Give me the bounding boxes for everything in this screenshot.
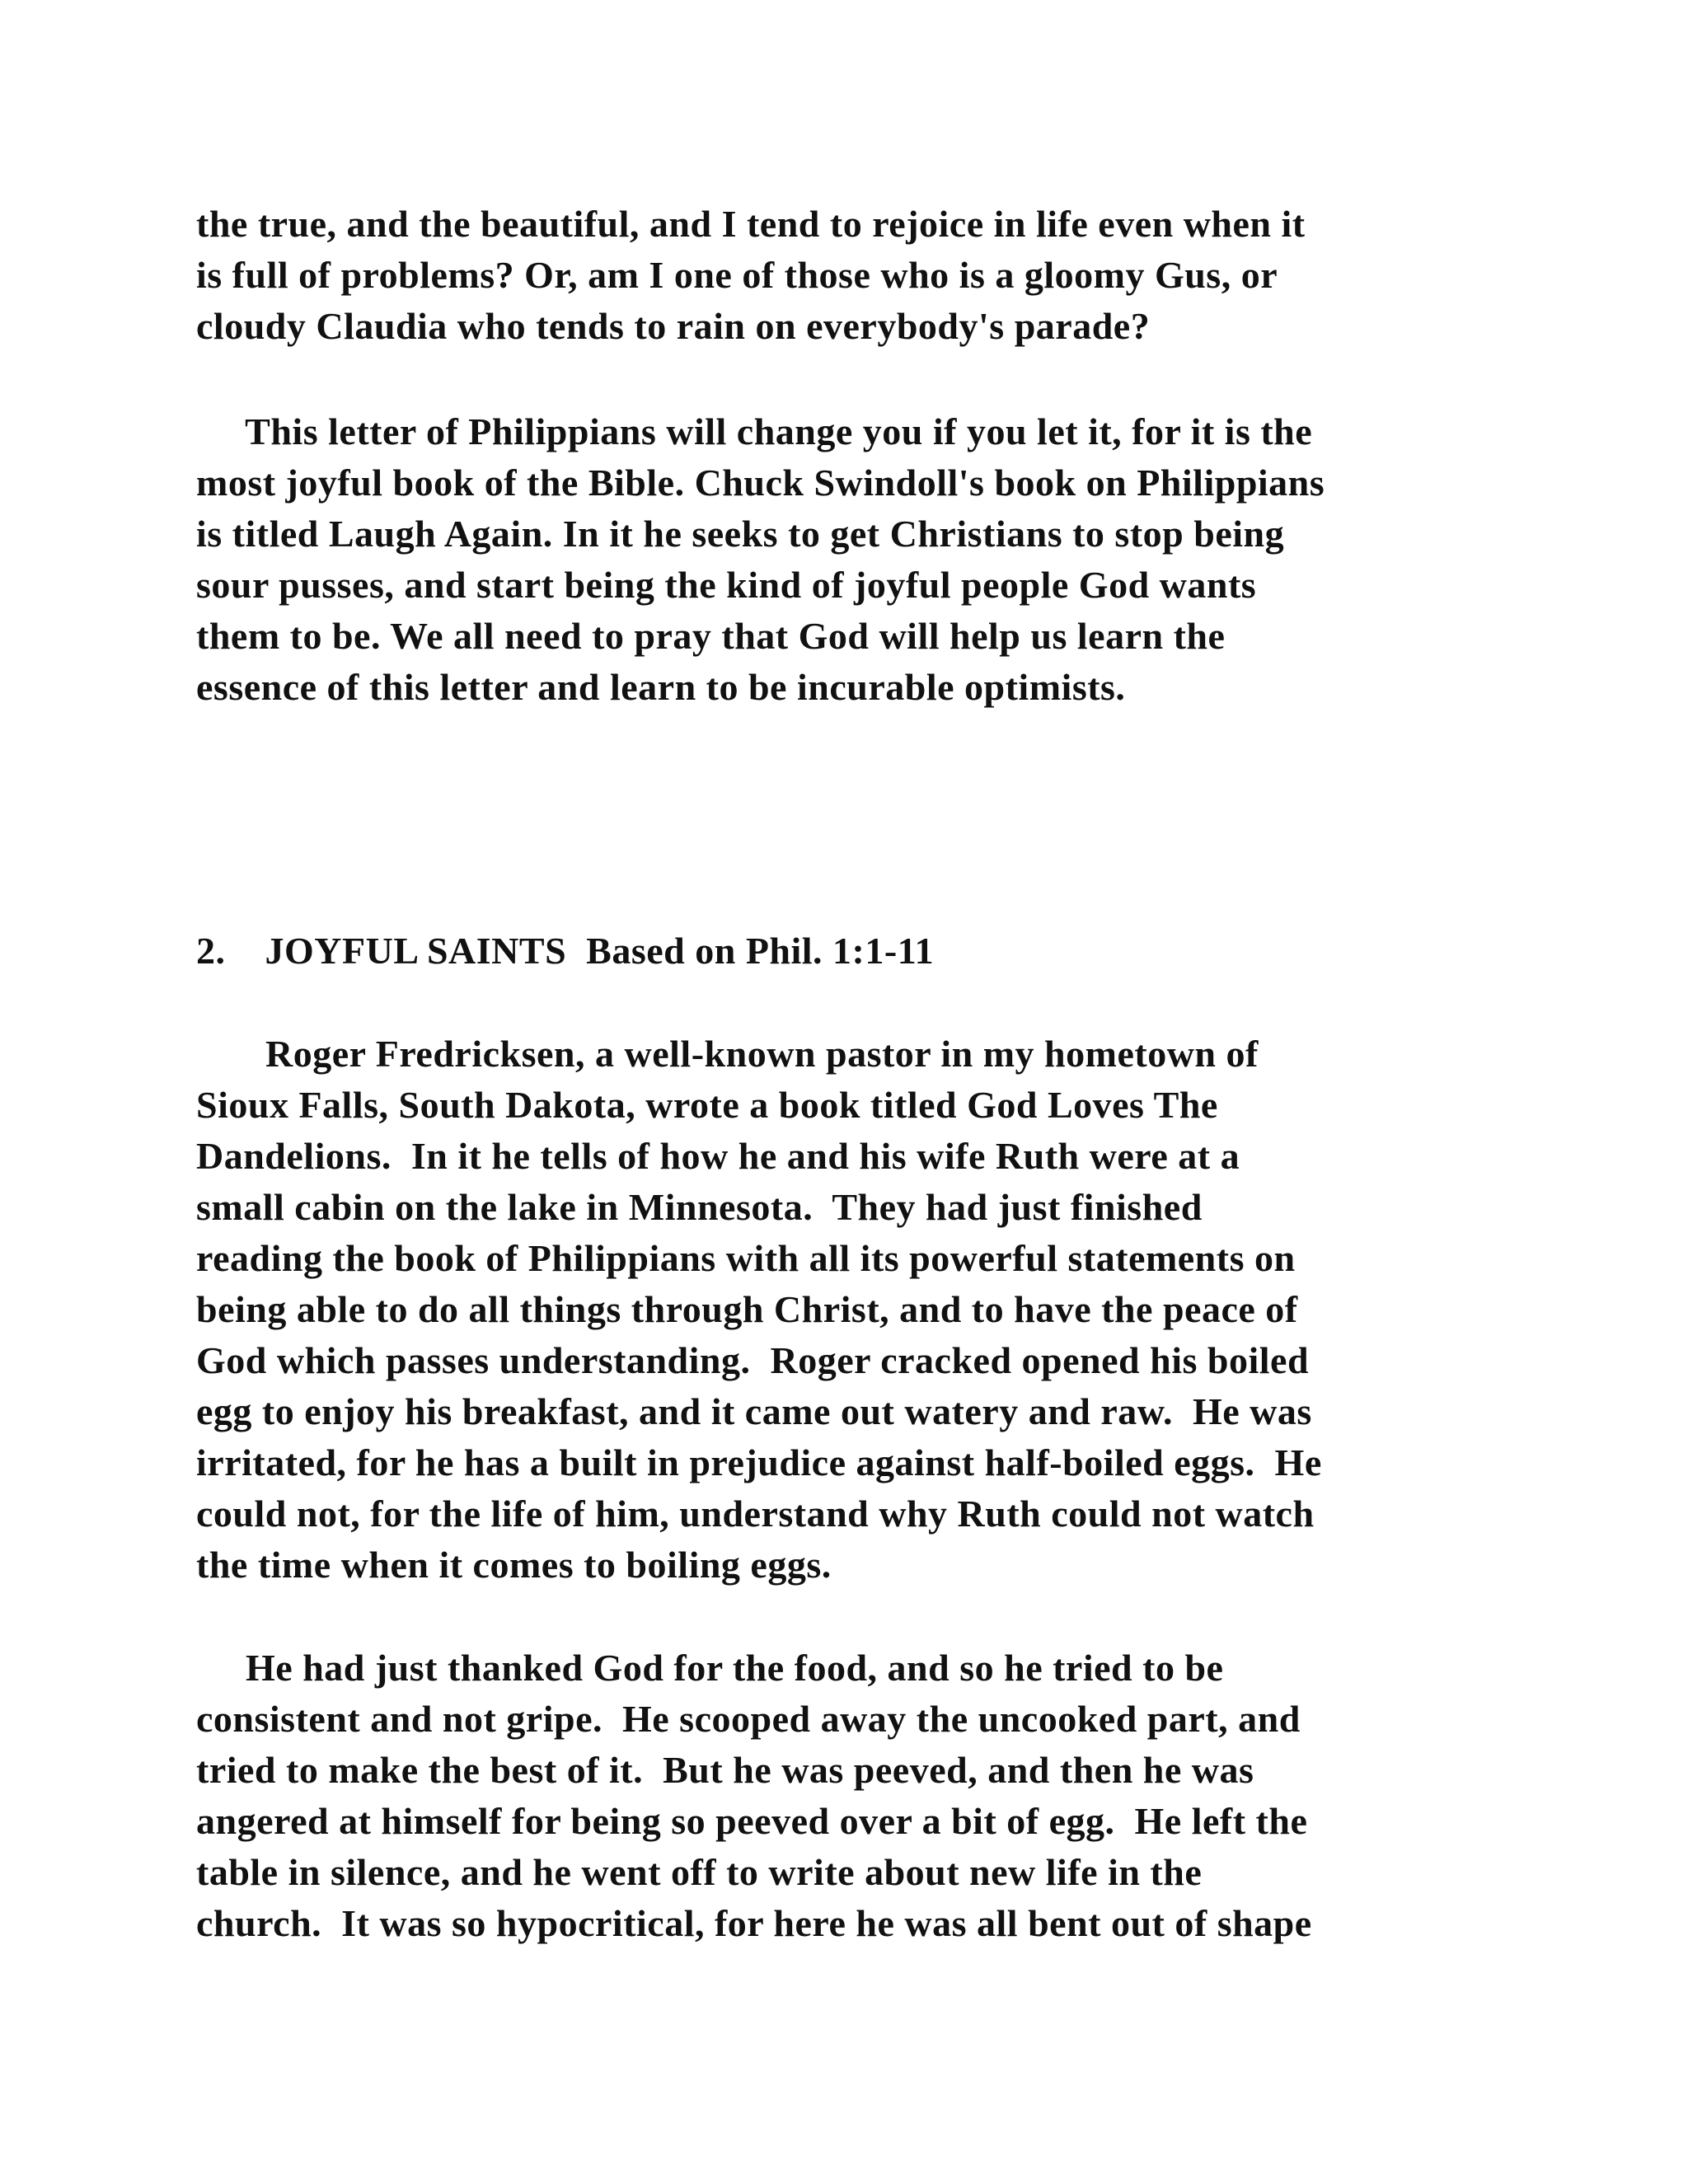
- text-line: This letter of Philippians will change you if you let it, for it is the: [196, 410, 1313, 452]
- text-line: being able to do all things through Christ, and to have the peace of: [196, 1288, 1298, 1330]
- text-line: cloudy Claudia who tends to rain on everybody's parade?: [196, 305, 1151, 347]
- text-line: consistent and not gripe. He scooped away the uncooked part, and: [196, 1698, 1301, 1740]
- text-line: small cabin on the lake in Minnesota. They had just finished: [196, 1186, 1203, 1228]
- paragraph: [196, 199, 1498, 352]
- text-line: the true, and the beautiful, and I tend to rejoice in life even when it: [196, 203, 1306, 245]
- section-heading-text: 2. JOYFUL SAINTS Based on Phil. 1:1-11: [196, 930, 935, 972]
- paragraph: [196, 1029, 1498, 1591]
- paragraph: [196, 1643, 1498, 1949]
- section-heading: [196, 926, 1498, 977]
- text-line: angered at himself for being so peeved over a bit of egg. He left the: [196, 1800, 1308, 1842]
- text-line: most joyful book of the Bible. Chuck Swindoll's book on Philippians: [196, 462, 1325, 504]
- text-line: church. It was so hypocritical, for here he was all bent out of shape: [196, 1902, 1312, 1944]
- text-line: Dandelions. In it he tells of how he and his wife Ruth were at a: [196, 1135, 1240, 1177]
- text-line: essence of this letter and learn to be incurable optimists.: [196, 666, 1126, 708]
- text-line: egg to enjoy his breakfast, and it came out watery and raw. He was: [196, 1390, 1312, 1432]
- text-line: is full of problems? Or, am I one of those who is a gloomy Gus, or: [196, 254, 1278, 296]
- text-line: is titled Laugh Again. In it he seeks to get Christians to stop being: [196, 513, 1285, 555]
- text-line: Sioux Falls, South Dakota, wrote a book titled God Loves The: [196, 1084, 1218, 1126]
- text-line: reading the book of Philippians with all its powerful statements on: [196, 1237, 1296, 1279]
- text-line: He had just thanked God for the food, and so he tried to be: [196, 1647, 1224, 1689]
- text-line: table in silence, and he went off to write about new life in the: [196, 1851, 1203, 1893]
- text-line: the time when it comes to boiling eggs.: [196, 1544, 832, 1586]
- text-line: could not, for the life of him, understand why Ruth could not watch: [196, 1493, 1315, 1535]
- text-line: them to be. We all need to pray that God will help us learn the: [196, 615, 1226, 657]
- text-line: irritated, for he has a built in prejudice against half-boiled eggs. He: [196, 1441, 1322, 1483]
- text-line: God which passes understanding. Roger cracked opened his boiled: [196, 1339, 1310, 1381]
- text-line: tried to make the best of it. But he was peeved, and then he was: [196, 1749, 1254, 1791]
- text-line: sour pusses, and start being the kind of joyful people God wants: [196, 564, 1257, 606]
- text-line: Roger Fredricksen, a well-known pastor in my hometown of: [196, 1033, 1259, 1075]
- paragraph: [196, 406, 1498, 713]
